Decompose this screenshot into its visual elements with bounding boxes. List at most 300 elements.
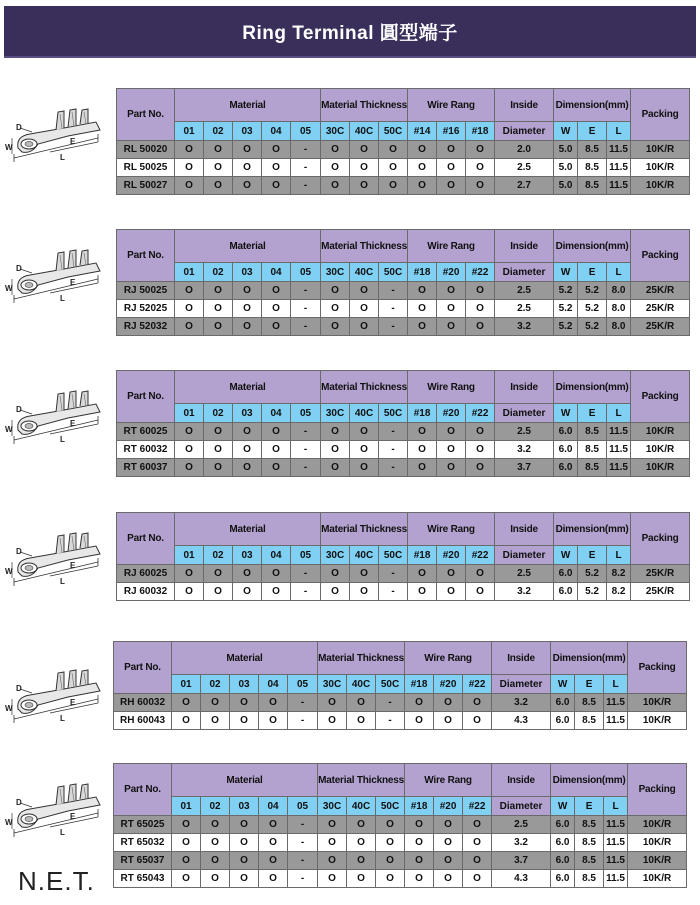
material-code: 04	[262, 122, 291, 141]
material-cell: O	[175, 159, 204, 177]
inside-diameter: 3.7	[492, 852, 551, 870]
material-code: 04	[262, 404, 291, 423]
thickness-cell: O	[347, 870, 376, 888]
wire-range-header: Wire Rang	[408, 230, 495, 263]
wire-cell: O	[437, 459, 466, 477]
material-cell: -	[291, 159, 321, 177]
material-cell: -	[291, 459, 321, 477]
spec-table	[113, 641, 687, 730]
inside-diameter: 2.7	[495, 177, 554, 195]
material-header: Material	[175, 371, 321, 404]
wire-cell: O	[408, 459, 437, 477]
dimension-code: E	[575, 675, 604, 694]
thickness-header: Material Thickness	[321, 371, 408, 404]
wire-cell: O	[408, 300, 437, 318]
thickness-cell: -	[379, 300, 408, 318]
wire-range-header: Wire Rang	[408, 371, 495, 404]
part-number: RT 60032	[117, 441, 175, 459]
material-cell: O	[201, 834, 230, 852]
packing-header: Packing	[631, 513, 690, 565]
material-cell: O	[204, 583, 233, 601]
thickness-cell: O	[318, 852, 347, 870]
thickness-cell: -	[379, 282, 408, 300]
wire-cell: O	[408, 423, 437, 441]
material-cell: -	[291, 423, 321, 441]
thickness-cell: O	[318, 712, 347, 730]
thickness-cell: O	[376, 834, 405, 852]
wire-cell: O	[408, 441, 437, 459]
wire-cell: O	[463, 852, 492, 870]
packing-header: Packing	[631, 371, 690, 423]
dimension-cell: 6.0	[551, 834, 575, 852]
wire-cell: O	[405, 834, 434, 852]
packing-cell: 10K/R	[631, 141, 690, 159]
material-cell: O	[262, 141, 291, 159]
material-cell: O	[201, 870, 230, 888]
thickness-cell: -	[379, 565, 408, 583]
dimension-cell: 11.5	[604, 834, 628, 852]
material-cell: O	[262, 583, 291, 601]
inside-diameter: 2.5	[495, 159, 554, 177]
thickness-cell: O	[321, 423, 350, 441]
wire-code: #22	[463, 797, 492, 816]
terminal-diagram	[4, 526, 110, 600]
inside-diameter: 3.2	[495, 441, 554, 459]
svg-text:L: L	[60, 577, 65, 586]
thickness-cell: O	[347, 816, 376, 834]
dimension-cell: 8.5	[578, 177, 607, 195]
wire-code: #20	[434, 675, 463, 694]
part-number: RT 65043	[114, 870, 172, 888]
thickness-cell: O	[379, 141, 408, 159]
material-cell: O	[172, 694, 201, 712]
packing-cell: 25K/R	[631, 282, 690, 300]
part-number: RT 65037	[114, 852, 172, 870]
material-cell: O	[172, 852, 201, 870]
material-code: 04	[259, 675, 288, 694]
material-cell: O	[233, 282, 262, 300]
material-cell: O	[172, 816, 201, 834]
wire-cell: O	[466, 141, 495, 159]
material-code: 04	[262, 263, 291, 282]
material-cell: O	[204, 300, 233, 318]
material-cell: O	[233, 459, 262, 477]
material-cell: O	[204, 441, 233, 459]
thickness-header: Material Thickness	[321, 230, 408, 263]
dimension-cell: 5.2	[578, 282, 607, 300]
wire-cell: O	[466, 459, 495, 477]
dimension-code: L	[604, 797, 628, 816]
wire-code: #20	[434, 797, 463, 816]
dimension-cell: 6.0	[551, 852, 575, 870]
packing-cell: 25K/R	[631, 565, 690, 583]
dimension-cell: 5.2	[578, 565, 607, 583]
svg-text:W: W	[5, 284, 13, 293]
material-code: 05	[291, 263, 321, 282]
material-cell: O	[204, 423, 233, 441]
inside-diameter: 3.2	[495, 583, 554, 601]
material-code: 03	[230, 797, 259, 816]
table-row	[117, 459, 690, 477]
svg-text:D: D	[16, 123, 22, 132]
dimension-cell: 8.5	[578, 423, 607, 441]
dimension-cell: 11.5	[607, 423, 631, 441]
thickness-code: 40C	[350, 122, 379, 141]
inside-header: Inside	[495, 371, 554, 404]
wire-cell: O	[437, 423, 466, 441]
wire-cell: O	[408, 177, 437, 195]
diameter-header: Diameter	[492, 675, 551, 694]
material-code: 02	[201, 675, 230, 694]
material-cell: O	[175, 583, 204, 601]
material-code: 02	[204, 263, 233, 282]
table-row	[114, 870, 687, 888]
svg-text:E: E	[70, 698, 76, 707]
dimension-cell: 6.0	[551, 816, 575, 834]
wire-cell: O	[437, 565, 466, 583]
thickness-cell: O	[350, 159, 379, 177]
dimension-cell: 8.5	[575, 712, 604, 730]
material-cell: -	[291, 300, 321, 318]
wire-range-header: Wire Rang	[405, 764, 492, 797]
table-row	[117, 318, 690, 336]
inside-diameter: 2.5	[495, 423, 554, 441]
dimension-cell: 5.2	[554, 318, 578, 336]
thickness-code: 50C	[379, 122, 408, 141]
wire-code: #20	[437, 404, 466, 423]
thickness-header: Material Thickness	[318, 764, 405, 797]
part-number: RT 60037	[117, 459, 175, 477]
material-cell: -	[288, 694, 318, 712]
part-no-header: Part No.	[117, 513, 175, 565]
wire-code: #16	[437, 122, 466, 141]
table-row	[114, 712, 687, 730]
inside-header: Inside	[495, 513, 554, 546]
terminal-diagram	[4, 243, 110, 317]
wire-cell: O	[466, 318, 495, 336]
spec-table	[113, 763, 687, 888]
dimension-code: E	[578, 546, 607, 565]
material-code: 04	[259, 797, 288, 816]
thickness-cell: O	[321, 159, 350, 177]
material-cell: O	[259, 852, 288, 870]
inside-diameter: 2.5	[495, 282, 554, 300]
material-cell: -	[288, 816, 318, 834]
terminal-diagram-icon	[4, 663, 110, 737]
material-cell: O	[201, 694, 230, 712]
material-cell: O	[259, 870, 288, 888]
page-title: Ring Terminal 圓型端子	[242, 22, 458, 44]
material-cell: -	[291, 565, 321, 583]
wire-cell: O	[463, 834, 492, 852]
material-cell: O	[233, 423, 262, 441]
wire-code: #22	[466, 404, 495, 423]
wire-cell: O	[405, 694, 434, 712]
dimension-cell: 11.5	[607, 177, 631, 195]
material-cell: O	[175, 423, 204, 441]
wire-cell: O	[466, 300, 495, 318]
wire-cell: O	[466, 177, 495, 195]
material-code: 02	[204, 122, 233, 141]
svg-text:L: L	[60, 294, 65, 303]
inside-header: Inside	[492, 642, 551, 675]
dimension-cell: 8.5	[575, 694, 604, 712]
material-cell: -	[291, 141, 321, 159]
thickness-cell: O	[347, 852, 376, 870]
thickness-code: 40C	[350, 263, 379, 282]
packing-header: Packing	[631, 89, 690, 141]
wire-code: #18	[405, 675, 434, 694]
part-number: RT 65032	[114, 834, 172, 852]
packing-cell: 10K/R	[628, 694, 687, 712]
material-cell: O	[233, 141, 262, 159]
material-code: 05	[288, 675, 318, 694]
dimension-code: W	[551, 675, 575, 694]
dimension-header: Dimension(mm)	[551, 642, 628, 675]
packing-header: Packing	[628, 764, 687, 816]
dimension-code: L	[607, 122, 631, 141]
wire-cell: O	[437, 141, 466, 159]
dimension-cell: 6.0	[551, 712, 575, 730]
inside-header: Inside	[495, 89, 554, 122]
inside-diameter: 2.5	[495, 565, 554, 583]
svg-text:W: W	[5, 567, 13, 576]
thickness-cell: O	[321, 177, 350, 195]
part-number: RL 50025	[117, 159, 175, 177]
wire-cell: O	[437, 282, 466, 300]
dimension-code: W	[554, 546, 578, 565]
wire-cell: O	[466, 441, 495, 459]
svg-text:W: W	[5, 818, 13, 827]
material-cell: O	[233, 565, 262, 583]
part-number: RJ 52025	[117, 300, 175, 318]
wire-cell: O	[408, 318, 437, 336]
table-row	[117, 141, 690, 159]
material-cell: O	[259, 712, 288, 730]
wire-cell: O	[408, 583, 437, 601]
packing-cell: 10K/R	[628, 712, 687, 730]
table-row	[114, 694, 687, 712]
material-cell: O	[262, 441, 291, 459]
dimension-cell: 8.5	[575, 816, 604, 834]
packing-cell: 10K/R	[631, 459, 690, 477]
material-cell: O	[172, 834, 201, 852]
wire-cell: O	[434, 870, 463, 888]
material-header: Material	[172, 642, 318, 675]
packing-cell: 10K/R	[628, 852, 687, 870]
wire-code: #22	[466, 263, 495, 282]
dimension-cell: 8.0	[607, 282, 631, 300]
part-no-header: Part No.	[117, 89, 175, 141]
material-cell: -	[291, 282, 321, 300]
inside-diameter: 4.3	[492, 712, 551, 730]
packing-header: Packing	[631, 230, 690, 282]
dimension-header: Dimension(mm)	[554, 371, 631, 404]
thickness-code: 50C	[379, 404, 408, 423]
dimension-cell: 11.5	[607, 159, 631, 177]
thickness-code: 40C	[347, 797, 376, 816]
wire-cell: O	[437, 300, 466, 318]
material-code: 01	[175, 546, 204, 565]
svg-text:D: D	[16, 547, 22, 556]
dimension-cell: 5.2	[554, 282, 578, 300]
material-cell: O	[204, 159, 233, 177]
thickness-cell: O	[347, 694, 376, 712]
diameter-header: Diameter	[495, 122, 554, 141]
thickness-header: Material Thickness	[318, 642, 405, 675]
dimension-cell: 8.0	[607, 318, 631, 336]
material-cell: O	[201, 712, 230, 730]
terminal-diagram-icon	[4, 777, 110, 851]
thickness-header: Material Thickness	[321, 89, 408, 122]
dimension-cell: 8.5	[575, 870, 604, 888]
thickness-cell: O	[379, 177, 408, 195]
dimension-cell: 5.0	[554, 159, 578, 177]
packing-cell: 10K/R	[628, 870, 687, 888]
dimension-cell: 5.0	[554, 177, 578, 195]
thickness-cell: O	[321, 141, 350, 159]
dimension-cell: 8.2	[607, 565, 631, 583]
wire-cell: O	[434, 852, 463, 870]
dimension-code: L	[607, 546, 631, 565]
part-no-header: Part No.	[114, 642, 172, 694]
diameter-header: Diameter	[495, 546, 554, 565]
thickness-code: 50C	[376, 675, 405, 694]
svg-text:W: W	[5, 425, 13, 434]
material-cell: O	[172, 712, 201, 730]
svg-text:L: L	[60, 714, 65, 723]
thickness-cell: -	[379, 441, 408, 459]
wire-code: #20	[437, 263, 466, 282]
wire-code: #22	[466, 546, 495, 565]
wire-range-header: Wire Rang	[405, 642, 492, 675]
wire-cell: O	[405, 816, 434, 834]
terminal-diagram	[4, 384, 110, 458]
material-header: Material	[175, 513, 321, 546]
part-number: RJ 60032	[117, 583, 175, 601]
material-code: 02	[201, 797, 230, 816]
wire-cell: O	[408, 282, 437, 300]
material-code: 01	[172, 675, 201, 694]
material-code: 05	[291, 404, 321, 423]
inside-diameter: 3.2	[495, 318, 554, 336]
material-code: 03	[230, 675, 259, 694]
material-code: 01	[175, 122, 204, 141]
wire-range-header: Wire Rang	[408, 513, 495, 546]
inside-diameter: 3.2	[492, 834, 551, 852]
dimension-code: E	[578, 404, 607, 423]
wire-cell: O	[466, 159, 495, 177]
thickness-cell: O	[318, 834, 347, 852]
thickness-cell: -	[379, 318, 408, 336]
thickness-code: 30C	[321, 546, 350, 565]
material-cell: O	[175, 141, 204, 159]
dimension-cell: 6.0	[554, 565, 578, 583]
wire-cell: O	[466, 583, 495, 601]
thickness-cell: O	[350, 300, 379, 318]
company-logo: N.E.T.	[18, 866, 95, 896]
terminal-diagram	[4, 663, 110, 737]
terminal-diagram-icon	[4, 384, 110, 458]
thickness-code: 30C	[318, 675, 347, 694]
material-cell: O	[230, 694, 259, 712]
wire-cell: O	[405, 712, 434, 730]
material-cell: O	[230, 816, 259, 834]
thickness-code: 40C	[347, 675, 376, 694]
dimension-cell: 6.0	[554, 583, 578, 601]
thickness-code: 50C	[379, 263, 408, 282]
material-cell: O	[233, 318, 262, 336]
material-cell: O	[262, 177, 291, 195]
dimension-cell: 8.5	[578, 441, 607, 459]
packing-cell: 25K/R	[631, 583, 690, 601]
wire-cell: O	[463, 712, 492, 730]
material-code: 02	[204, 546, 233, 565]
table-row	[117, 565, 690, 583]
material-cell: O	[230, 712, 259, 730]
material-cell: O	[204, 177, 233, 195]
thickness-cell: O	[350, 318, 379, 336]
part-number: RH 60043	[114, 712, 172, 730]
dimension-cell: 5.2	[554, 300, 578, 318]
material-cell: O	[230, 852, 259, 870]
thickness-cell: O	[318, 816, 347, 834]
part-number: RJ 60025	[117, 565, 175, 583]
thickness-cell: O	[321, 300, 350, 318]
thickness-cell: O	[350, 583, 379, 601]
dimension-cell: 11.5	[604, 816, 628, 834]
terminal-diagram	[4, 102, 110, 176]
material-cell: -	[291, 318, 321, 336]
material-cell: O	[204, 141, 233, 159]
terminal-diagram-icon	[4, 526, 110, 600]
thickness-cell: O	[350, 423, 379, 441]
wire-cell: O	[408, 141, 437, 159]
dimension-cell: 11.5	[607, 441, 631, 459]
thickness-cell: O	[350, 282, 379, 300]
material-cell: O	[233, 441, 262, 459]
packing-header: Packing	[628, 642, 687, 694]
material-cell: O	[175, 282, 204, 300]
dimension-cell: 6.0	[554, 441, 578, 459]
dimension-code: E	[575, 797, 604, 816]
material-cell: O	[175, 300, 204, 318]
dimension-code: E	[578, 263, 607, 282]
dimension-cell: 11.5	[604, 694, 628, 712]
thickness-cell: O	[350, 177, 379, 195]
material-cell: O	[259, 816, 288, 834]
material-cell: O	[201, 852, 230, 870]
dimension-cell: 6.0	[554, 423, 578, 441]
inside-diameter: 2.0	[495, 141, 554, 159]
svg-text:D: D	[16, 264, 22, 273]
material-cell: O	[233, 583, 262, 601]
thickness-cell: -	[379, 583, 408, 601]
wire-code: #18	[405, 797, 434, 816]
thickness-code: 50C	[379, 546, 408, 565]
material-cell: O	[230, 834, 259, 852]
dimension-cell: 8.0	[607, 300, 631, 318]
thickness-cell: O	[347, 712, 376, 730]
dimension-cell: 5.2	[578, 583, 607, 601]
thickness-cell: -	[376, 712, 405, 730]
part-no-header: Part No.	[117, 230, 175, 282]
material-cell: O	[175, 441, 204, 459]
material-code: 01	[175, 263, 204, 282]
thickness-cell: O	[376, 870, 405, 888]
dimension-cell: 5.0	[554, 141, 578, 159]
material-cell: O	[262, 300, 291, 318]
